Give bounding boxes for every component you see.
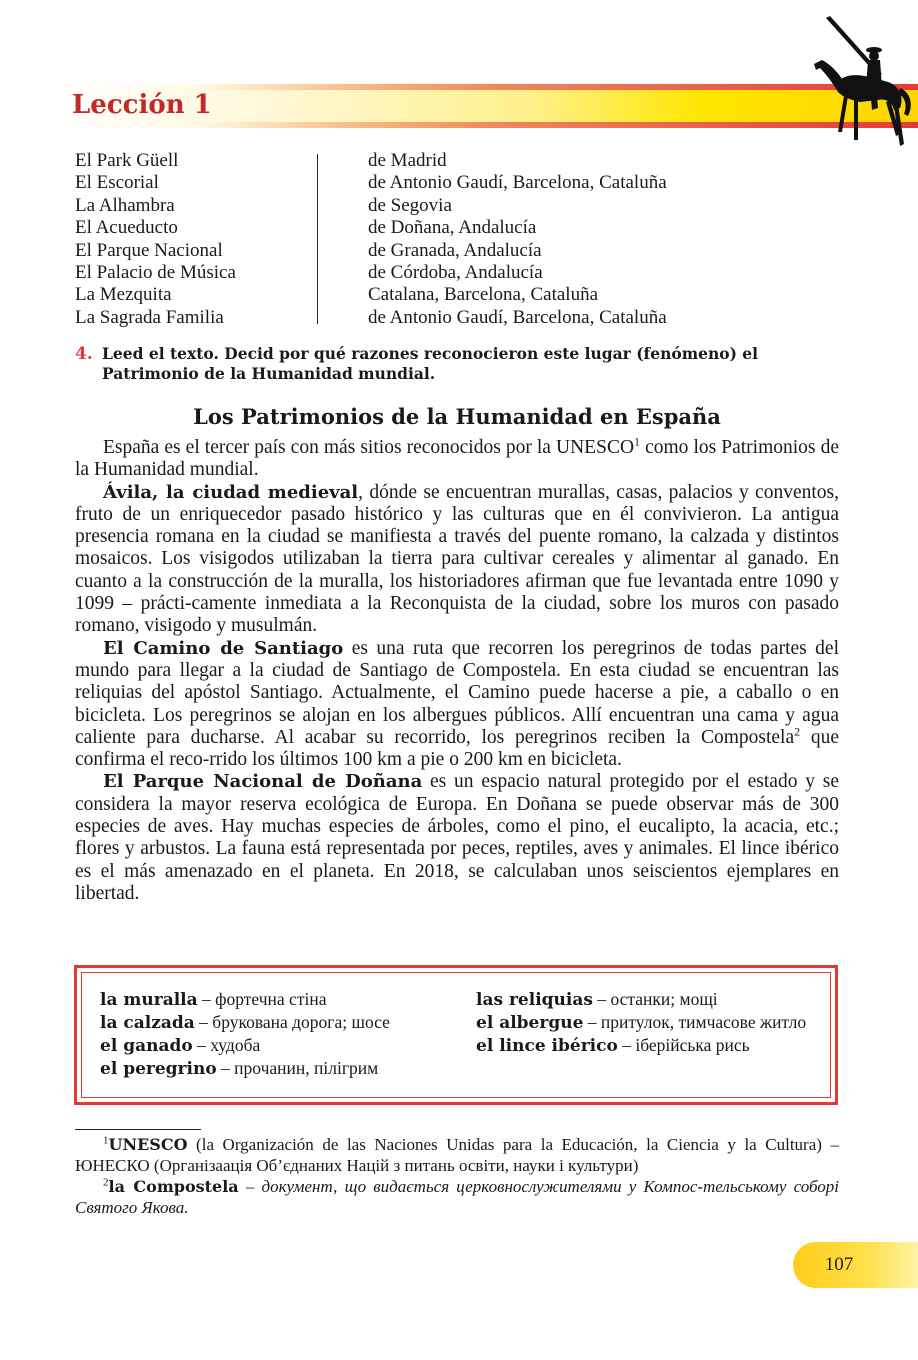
vocabulary-entry [476,1011,821,1034]
match-left-item: El Parque Nacional [75,239,223,261]
footnote-rule [75,1129,201,1130]
match-left-item: El Escorial [75,172,159,194]
match-left-item: La Alhambra [75,194,175,216]
vocabulary-box [74,965,838,1105]
footnote-ref: 1 [634,434,641,449]
footnote-term: la Compostela [108,1177,239,1196]
footnote-number: 1 [103,1134,109,1147]
match-right-item: de Antonio Gaudí, Barcelona, Cataluña [368,172,667,194]
vocabulary-translation: – останки; мощі [592,989,718,1009]
match-right-column [368,150,868,329]
match-right-item: de Córdoba, Andalucía [368,262,543,284]
vocabulary-entry [476,988,821,1011]
vocabulary-term: la calzada [100,1013,195,1033]
vocabulary-translation: – худоба [192,1035,261,1055]
footnote-italic-text: документ, що видається церковнослужителями у Компос-тельському соборі Святого Якова. [75,1177,840,1217]
page-number-tab [793,1242,918,1288]
match-left-item: La Mezquita [75,284,172,306]
footnote-term: UNESCO [108,1135,188,1154]
vocabulary-translation: – притулок, тимчасове житло [583,1012,807,1032]
vocabulary-translation: – фортечна стіна [197,989,327,1009]
match-left-column [75,150,310,329]
match-left-item: El Palacio de Música [75,262,236,284]
match-divider [317,154,318,324]
footnote-text: (la Organización de las Naciones Unidas para la Educación, la Ciencia y la Cultura) – ЮНЕСКО (Організаація Об’єднаних Націй з питань освіти, науки і культури) [75,1135,839,1175]
vocabulary-translation: – іберійська рись [617,1035,750,1055]
paragraph-text: España es el tercer país con más sitios reconocidos por la UNESCO [103,437,635,458]
vocabulary-entry [100,1034,444,1057]
page-number: 107 [824,1254,854,1275]
article-paragraph [75,482,839,638]
match-right-item: de Antonio Gaudí, Barcelona, Cataluña [368,306,667,328]
paragraph-text: como los Patrimonios de la Humanidad mundial. [75,437,839,481]
vocabulary-column-left [100,988,444,1080]
paragraph-text: es un espacio natural protegido por el estado y se considera la mayor reserva ecológica de Europa. En Doñana se puede observar más de 300 especies de aves. Hay muchas especies de árboles, como el pino, el eucalipto, la acacia, etc.; flores y arbustos. La fauna está representada por peces, reptiles, aves y animales. El lince ibérico es el más amenazado en el planeta. En 2018, se calculaban unos seiscientos ejemplares en libertad. [75,771,840,904]
vocabulary-term: las reliquias [476,990,593,1010]
paragraph-heading: Ávila, la ciudad medieval [103,481,359,503]
paragraph-heading: El Parque Nacional de Doñana [103,771,423,793]
article-paragraph [75,434,839,482]
match-right-item: de Madrid [368,150,447,171]
paragraph-text: que confirma el reco-rrido los últimos 100 km a pie o 200 km en bicicleta. [75,726,840,771]
match-right-item: de Segovia [368,194,452,216]
vocabulary-column-right [476,988,821,1057]
task-instruction: Leed el texto. Decid por qué razones reconocieron este lugar (fenómeno) el Patrimonio de la Humanidad mundial. [102,344,759,383]
footnote-1 [75,1134,839,1176]
vocabulary-entry [100,1057,444,1080]
footnotes [75,1134,839,1218]
vocabulary-term: la muralla [100,990,198,1010]
footnote-text: – [238,1177,262,1196]
match-left-item: El Acueducto [75,217,178,239]
match-right-item: Catalana, Barcelona, Cataluña [368,284,599,306]
vocabulary-entry [476,1034,821,1057]
vocabulary-box-inner [81,972,831,1098]
vocabulary-term: el lince ibérico [476,1036,618,1056]
footnote-2 [75,1176,839,1218]
footnote-number: 2 [103,1176,109,1189]
article-paragraph [75,771,839,905]
lesson-title: Lección 1 [72,90,212,120]
paragraph-text: , dónde se encuentran murallas, casas, palacios y conventos, fruto de un enriquecedor pasado histórico y las culturas que en él convivieron. La antigua presencia romana en la ciudad se manifiesta a través del puente romano, la calzada y distintos mosaicos. Los visigodos utilizaban la tierra para cultivar cereales y alimentar al ganado. En cuanto a la construcción de la muralla, los historiadores afirman que fue levantada entre 1090 y 1099 – prácti-camente inmediata a la Reconquista de la ciudad, sobre los muros con pasado romano, visigodo y musulmán. [75,481,839,637]
vocabulary-translation: – брукована дорога; шосе [194,1012,390,1032]
match-left-item: La Sagrada Familia [75,306,224,328]
article-body [75,434,840,905]
paragraph-heading: El Camino de Santiago [103,637,344,659]
match-right-item: de Granada, Andalucía [368,239,542,261]
vocabulary-term: el albergue [476,1013,584,1033]
match-right-item: de Doñana, Andalucía [368,217,537,239]
don-quixote-icon [808,12,918,152]
vocabulary-term: el ganado [100,1036,193,1056]
task-number: 4. [75,344,93,364]
match-left-item: El Park Güell [75,150,179,171]
vocabulary-term: el peregrino [100,1059,217,1079]
vocabulary-translation: – прочанин, пілігрим [216,1058,379,1078]
article-title: Los Patrimonios de la Humanidad en España [193,404,721,429]
paragraph-text: es una ruta que recorren los peregrinos de todas partes del mundo para llegar a la ciudad de Santiago de Compostela. En esta ciudad se encuentran las reliquias del apóstol Santiago. Actualmente, el Camino puede hacerse a pie, a caballo o en bicicleta. Los peregrinos se alojan en los albergues públicos. Allí encuentran una cama y agua caliente para ducharse. Al acabar su recorrido, los peregrinos reciben la Compostela [75,637,839,748]
vocabulary-entry [100,1011,444,1034]
footnote-ref: 2 [794,724,801,739]
vocabulary-entry [100,988,444,1011]
article-paragraph [75,638,839,772]
